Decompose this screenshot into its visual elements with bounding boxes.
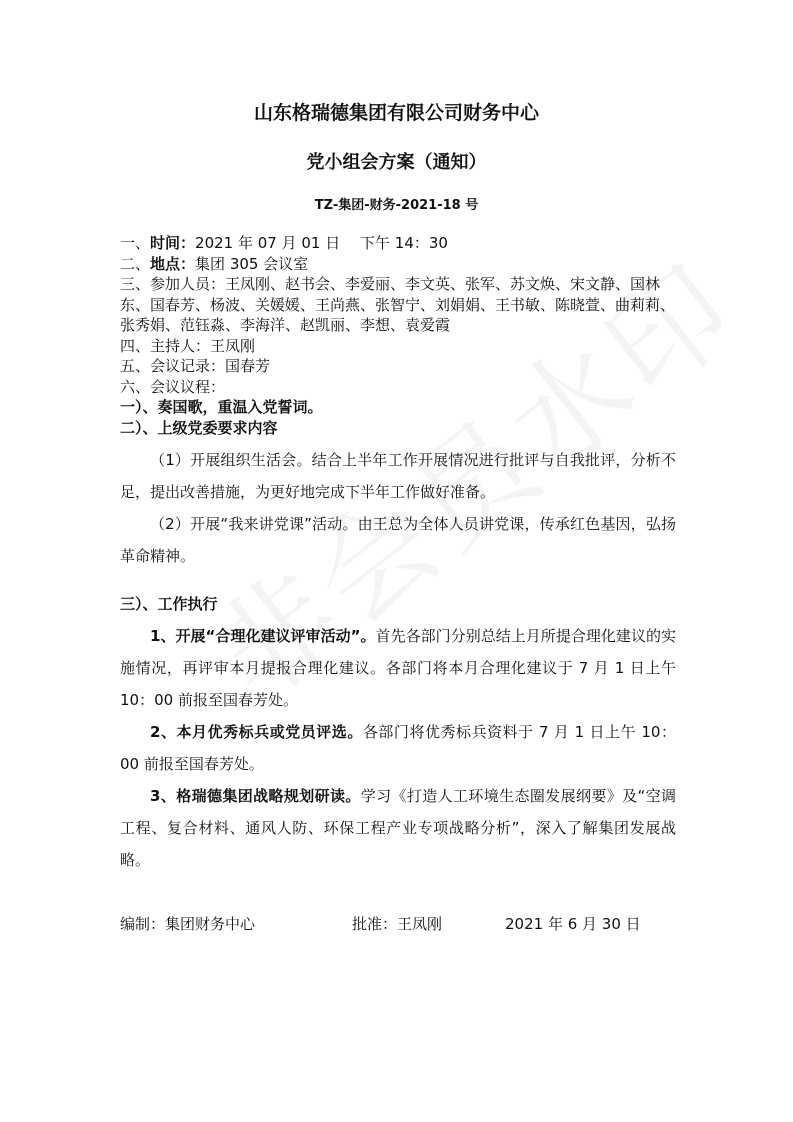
approver-text: 批准：王凤刚 [352, 915, 443, 933]
agenda-item-1: 一）、奏国歌，重温入党誓词。 [120, 398, 323, 416]
time-value: 2021 年 07 月 01 日 下午 14：30 [195, 234, 448, 252]
place-colon: ： [180, 254, 196, 273]
agenda-2-paragraph-2: （2）开展“我来讲党课”活动。由王总为全体人员讲党课，传承红色基因，弘扬革命精神。 [120, 515, 676, 565]
time-prefix: 一、 [120, 234, 151, 252]
agenda-item-2: 二）、上级党委要求内容 [120, 418, 278, 437]
attendees-label: 三、参加人员： [120, 275, 226, 293]
work-item-3-text: 学习《打造人工环境生态圈发展纲要》及“空调工程、复合材料、通风人防、环保工程产业专项战略分析”，深入了解集团发展战略。 [120, 787, 676, 869]
recorder-line [120, 356, 680, 377]
work-item-1 [120, 620, 676, 716]
work-item-1-text: 首先各部门分别总结上月所提合理化建议的实施情况，再评审本月提报合理化建议。各部门将本月合理化建议于 7 月 1 日上午 10：00 前报至国春芳处。 [120, 627, 676, 709]
agenda-2-paragraph-1: （1）开展组织生活会。结合上半年工作开展情况进行批评与自我批评，分析不足，提出改善措施，为更好地完成下半年工作做好准备。 [120, 451, 676, 501]
editor-text: 编制：集团财务中心 [120, 915, 256, 933]
date-text: 2021 年 6 月 30 日 [505, 915, 641, 933]
work-item-2-text: 各部门将优秀标兵资料于 7 月 1 日上午 10：00 前报至国春芳处。 [120, 723, 676, 773]
host-label: 四、主持人： [120, 336, 211, 355]
work-item-2-title: 2、本月优秀标兵或党员评选。 [150, 723, 363, 741]
meeting-info [120, 233, 680, 438]
work-item-2 [120, 716, 676, 780]
recorder-label: 五、会议记录： [120, 357, 226, 375]
time-label: 时间 [150, 234, 181, 252]
place-label: 地点 [150, 254, 181, 273]
document-title: 党小组会方案（通知） [306, 152, 487, 173]
work-item-3 [120, 780, 676, 876]
time-line [120, 233, 680, 254]
time-colon: ： [180, 234, 196, 252]
agenda-item-3: 三）、工作执行 [120, 595, 218, 613]
organization-title: 山东格瑞德集团有限公司财务中心 [253, 102, 539, 124]
work-item-3-title: 3、格瑞德集团战略规划研读。 [150, 787, 361, 805]
recorder-value: 国春芳 [225, 357, 271, 375]
host-value: 王凤刚 [210, 336, 256, 355]
place-value: 集团 305 会议室 [195, 254, 309, 273]
host-line [120, 336, 680, 357]
attendees-line [120, 274, 680, 336]
attendees-value: 王凤刚、赵书会、李爱丽、李文英、张军、苏文焕、宋文静、国林东、国春芳、杨波、关媛媛、王尚燕、张智宁、刘娟娟、王书敏、陈晓萱、曲莉莉、张秀娟、范钰淼、李海洋、赵凯丽、李想、袁爱霞 [120, 275, 676, 334]
agenda-label: 六、会议议程： [120, 377, 226, 396]
place-prefix: 二、 [120, 254, 151, 273]
work-item-1-title: 1、开展“合理化建议评审活动”。 [150, 627, 376, 645]
document-number: TZ-集团-财务-2021-18 号 [314, 198, 479, 213]
place-line [120, 254, 680, 275]
